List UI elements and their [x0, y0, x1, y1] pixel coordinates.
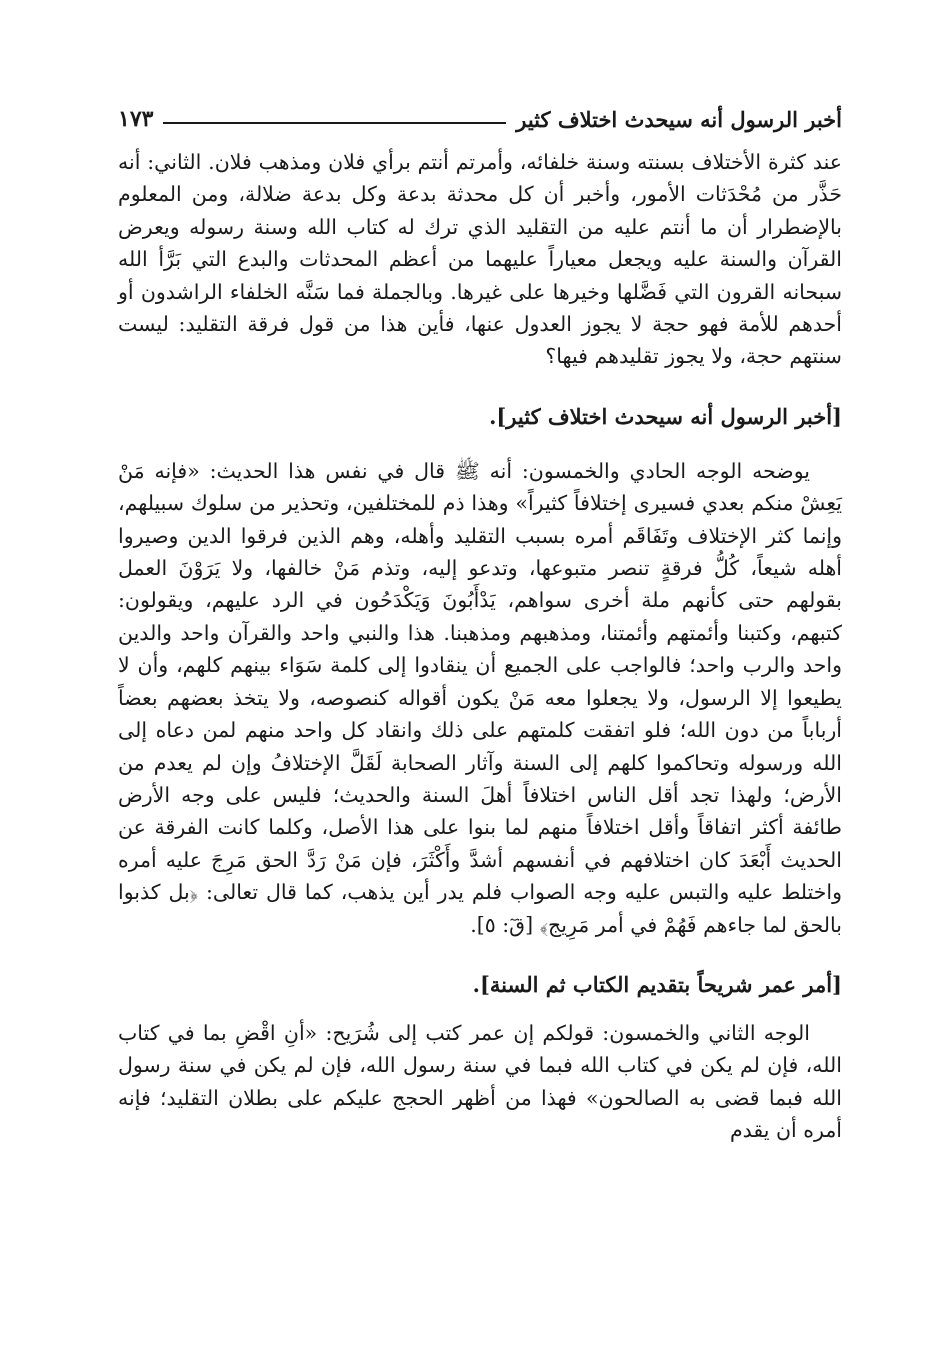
book-page	[118, 96, 842, 1147]
section-heading-1: [أخبر الرسول أنه سيحدث اختلاف كثير].	[489, 403, 842, 429]
paragraph-3: الوجه الثاني والخمسون: قولكم إن عمر كتب إلى شُرَيح: «أنِ اقْضِ بما في كتاب الله، فإن لم يكن في كتاب الله فبما في سنة رسول الله، فإن لم يكن في سنة رسول الله فبما قضى به الصالحون» فهذا من أظهر الحجج عليكم على بطلان التقليد؛ فإنه أمره أن يقدم	[118, 1020, 842, 1143]
page-number: ١٧٣	[118, 106, 154, 132]
paragraph-2: يوضحه الوجه الحادي والخمسون: أنه ﷺ قال في نفس هذا الحديث: «فإنه مَنْ يَعِشْ منكم بعدي فسيرى إختلافاً كثيراً» وهذا ذم للمختلفين، وتحذير من سلوك سبيلهم، وإنما كثر الإختلاف وتَفَاقَم أمره بسبب التقليد وأهله، وهم الذين فرقوا الدين وصيروا أهله شيعاً، كُلُّ فرقةٍ تنصر متبوعها، وتدعو إليه، وتذم مَنْ خالفها، ولا يَرَوْنَ العمل بقولهم حتى كأنهم ملة أخرى سواهم، يَدْأَبُونَ وَيَكْدَحُون في الرد عليهم، ويقولون: كتبهم، وكتبنا وأئمتهم وأئمتنا، ومذهبهم ومذهبنا. هذا والنبي واحد والقرآن واحد والدين واحد والرب واحد؛ فالواجب على الجميع أن ينقادوا إلى كلمة سَوَاء بينهم كلهم، وأن لا يطيعوا إلا الرسول، ولا يجعلوا معه مَنْ يكون أقواله كنصوصه، ولا يتخذ بعضهم بعضاً أرباباً من دون الله؛ فلو اتفقت كلمتهم على ذلك وانقاد كل واحد منهم لمن دعاه إلى الله ورسوله وتحاكموا كلهم إلى السنة وآثار الصحابة لَقَلَّ الإختلافُ وإن لم يعدم من الأرض؛ ولهذا تجد أقل الناس اختلافاً أهلَ السنة والحديث؛ فليس على وجه الأرض طائفة أكثر اتفاقاً وأقل اختلافاً منهم لما بنوا على هذا الأصل، وكلما كانت الفرقة عن الحديث أَبْعَدَ كان اختلافهم في أنفسهم أشدَّ وأَكْثَرَ، فإن مَنْ رَدَّ الحق مَرِجَ عليه أمره واختلط عليه والتبس عليه وجه الصواب فلم يدر أين يذهب، كما قال تعالى: ﴿بل كذبوا بالحق لما جاءهم فَهُمْ في أمر مَرِيج﴾ [قٓ: ٥].	[118, 458, 842, 937]
running-head-title: أخبر الرسول أنه سيحدث اختلاف كثير	[516, 107, 842, 132]
running-head	[118, 96, 842, 132]
section-heading-2: [أمر عمر شريحاً بتقديم الكتاب ثم السنة].	[472, 971, 842, 997]
paragraph-1: عند كثرة الأختلاف بسنته وسنة خلفائه، وأمرتم أنتم برأي فلان ومذهب فلان. الثاني: أنه حَذَّر من مُحْدَثات الأمور، وأخبر أن كل محدثة بدعة وكل بدعة ضلالة، ومن المعلوم بالإضطرار أن ما أنتم عليه من التقليد الذي ترك له كتاب الله وسنة رسوله ويعرض القرآن والسنة عليه ويجعل معياراً عليهما من أعظم المحدثات والبدع التي بَرَّأ الله سبحانه القرون التي فَضَّلها وخيرها على غيرها. وبالجملة فما سَنَّه الخلفاء الراشدون أو أحدهم للأمة فهو حجة لا يجوز العدول عنها، فأين هذا من قول فرقة التقليد: ليست سنتهم حجة، ولا يجوز تقليدهم فيها؟	[118, 150, 842, 369]
running-head-rule	[163, 122, 506, 124]
